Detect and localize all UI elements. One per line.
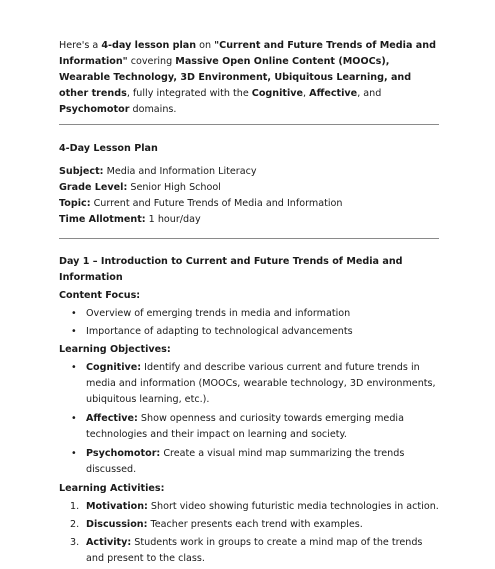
activity-label: Motivation: (86, 501, 148, 512)
bullet-marker: • (71, 362, 77, 373)
intro-domain-cognitive: Cognitive (251, 88, 304, 99)
meta-subject (59, 164, 439, 180)
activities-label: Learning Activities: (59, 483, 165, 494)
list-item (59, 411, 439, 443)
list-item (59, 517, 439, 533)
plan-title: 4-Day Lesson Plan (59, 143, 158, 154)
meta-label: Topic: (59, 198, 91, 209)
day1-heading: Day 1 – Introduction to Current and Future Trends of Media and Information (59, 256, 403, 283)
number-marker: 2. (70, 519, 80, 530)
document-page (59, 38, 439, 569)
list-item (59, 499, 439, 515)
intro-plan-length: 4-day lesson plan (101, 40, 197, 51)
intro-tail: domains. (129, 104, 177, 115)
bullet-marker: • (71, 326, 77, 337)
objective-label: Psychomotor: (86, 448, 161, 459)
activity-text: Students work in groups to create a mind map of the trends and present to the class. (86, 537, 423, 564)
meta-label: Subject: (59, 166, 104, 177)
intro-sep: , and (357, 88, 382, 99)
objectives-label: Learning Objectives: (59, 344, 171, 355)
activity-text: Teacher presents each trend with examples. (147, 519, 363, 530)
activity-label: Activity: (86, 537, 132, 548)
number-marker: 1. (70, 501, 80, 512)
bullet-marker: • (71, 308, 77, 319)
divider (59, 124, 439, 125)
content-focus-label: Content Focus: (59, 290, 141, 301)
intro-covering: covering (127, 56, 176, 67)
meta-value: 1 hour/day (145, 214, 201, 225)
objective-text: Identify and describe various current and future trends in media and information (MOOCs, wearable technology, 3D environments, ubiquitous learning, etc.). (86, 362, 436, 405)
number-marker: 3. (70, 537, 80, 548)
list-item-text: Importance of adapting to technological advancements (86, 326, 353, 337)
intro-integrated: , fully integrated with the (126, 88, 252, 99)
meta-value: Current and Future Trends of Media and Information (90, 198, 343, 209)
meta-label: Grade Level: (59, 182, 128, 193)
intro-trends: Massive Open Online Content (MOOCs), Wearable Technology, 3D Environment, Ubiquitous Learning, and other trends (59, 56, 412, 99)
meta-time-allotment (59, 212, 439, 228)
intro-sep: , (303, 88, 310, 99)
meta-value: Media and Information Literacy (103, 166, 257, 177)
intro-domain-affective: Affective (309, 88, 358, 99)
list-item (59, 535, 439, 567)
objectives-list (59, 360, 439, 478)
meta-label: Time Allotment: (59, 214, 146, 225)
meta-grade-level (59, 180, 439, 196)
list-item (59, 306, 439, 322)
list-item (59, 446, 439, 478)
list-item (59, 360, 439, 408)
activities-list (59, 499, 439, 567)
bullet-marker: • (71, 448, 77, 459)
bullet-marker: • (71, 413, 77, 424)
intro-topic: "Current and Future Trends of Media and Information" (59, 40, 436, 67)
divider (59, 238, 439, 239)
content-focus-list (59, 306, 439, 340)
objective-text: Show openness and curiosity towards emerging media technologies and their impact on learning and society. (86, 413, 404, 440)
intro-on: on (196, 40, 215, 51)
objective-label: Cognitive: (86, 362, 142, 373)
intro-lead: Here's a (59, 40, 102, 51)
objective-text: Create a visual mind map summarizing the trends discussed. (86, 448, 405, 475)
activity-label: Discussion: (86, 519, 148, 530)
intro-domain-psychomotor: Psychomotor (59, 104, 130, 115)
activity-text: Short video showing futuristic media technologies in action. (147, 501, 439, 512)
objective-label: Affective: (86, 413, 138, 424)
meta-topic (59, 196, 439, 212)
list-item-text: Overview of emerging trends in media and information (86, 308, 351, 319)
intro-paragraph (59, 38, 439, 118)
list-item (59, 324, 439, 340)
meta-value: Senior High School (127, 182, 221, 193)
